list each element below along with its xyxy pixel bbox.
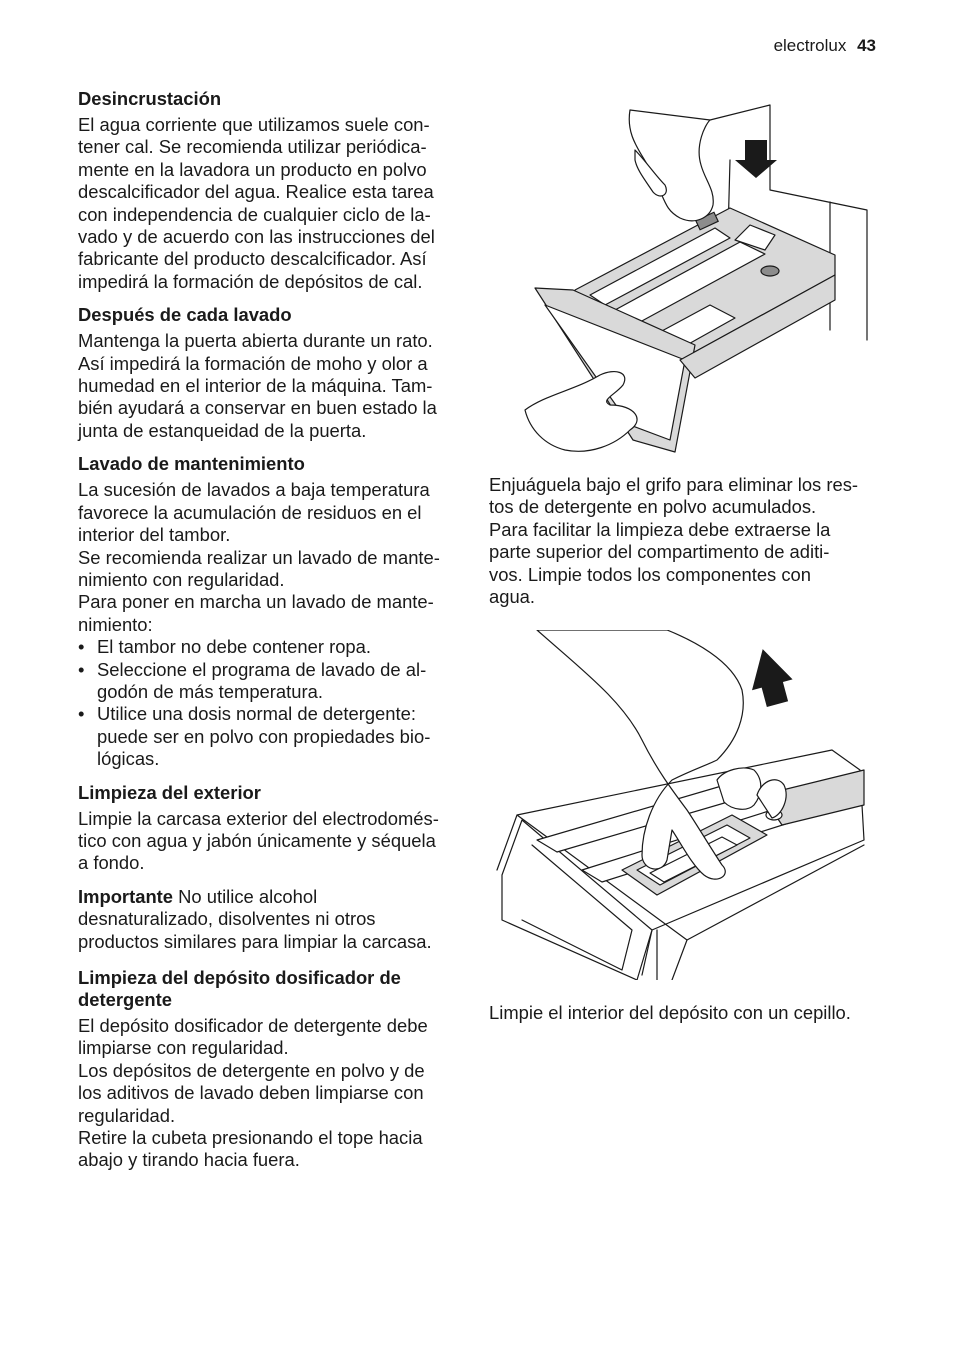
section-title: Después de cada lavado — [78, 304, 292, 326]
text-line: a fondo. — [78, 852, 145, 874]
text-line: vado y de acuerdo con las instrucciones del — [78, 226, 435, 248]
text-line: Para facilitar la limpieza debe extraerse la — [489, 518, 831, 540]
text-line: Los depósitos de detergente en polvo y de — [78, 1059, 425, 1081]
text-line: lógicas. — [97, 748, 160, 770]
text-line: Mantenga la puerta abierta durante un rato. — [78, 330, 433, 352]
text-line: vos. Limpie todos los componentes con — [489, 563, 812, 585]
text-line: Enjuáguela bajo el grifo para eliminar los res- — [489, 474, 859, 495]
section-body — [489, 474, 881, 608]
page-number: 43 — [857, 36, 876, 55]
text-line: La sucesión de lavados a baja temperatura — [78, 479, 430, 501]
text-line: descalcificador del agua. Realice esta tarea — [78, 181, 434, 203]
drawer-removal-illustration — [505, 100, 875, 460]
text-line: Seleccione el programa de lavado de al- — [97, 658, 427, 680]
section-exterior — [78, 782, 470, 875]
text-line: limpiarse con regularidad. — [78, 1037, 289, 1059]
text-line: favorece la acumulación de residuos en el — [78, 501, 422, 523]
text-line: tener cal. Se recomienda utilizar periódica- — [78, 136, 427, 158]
section-body — [78, 330, 470, 442]
text-line: abajo y tirando hacia fuera. — [78, 1149, 300, 1171]
text-line: regularidad. — [78, 1104, 176, 1126]
section-body — [78, 886, 470, 953]
text-line: tos de detergente en polvo acumulados. — [489, 496, 817, 518]
text-line: con independencia de cualquier ciclo de la- — [78, 203, 431, 225]
section-body — [489, 1002, 881, 1024]
page-header — [774, 36, 876, 56]
text-line: puede ser en polvo con propiedades bio- — [97, 725, 431, 747]
text-line: nimiento: — [78, 613, 153, 635]
text-line: impedirá la formación de depósitos de cal. — [78, 270, 423, 292]
section-title: Limpieza del exterior — [78, 781, 261, 803]
list-item — [78, 703, 470, 770]
text-line: Se recomienda realizar un lavado de mante- — [78, 546, 440, 568]
section-title: Desincrustación — [78, 88, 222, 109]
left-column — [78, 88, 470, 1183]
text-line: interior del tambor. — [78, 524, 231, 546]
title-line: detergente — [78, 989, 173, 1010]
text-line: El agua corriente que utilizamos suele con- — [78, 114, 430, 135]
text-line: El tambor no debe contener ropa. — [97, 636, 371, 658]
text-line: Utilice una dosis normal de detergente: — [97, 703, 416, 725]
text-line: Limpie la carcasa exterior del electrodomés- — [78, 807, 439, 829]
important-note — [78, 886, 470, 953]
rinse-instructions — [489, 474, 881, 608]
brush-instructions — [489, 1002, 881, 1024]
text-line: los aditivos de lavado deben limpiarse con — [78, 1082, 424, 1104]
section-body — [78, 1015, 470, 1172]
text-line: Retire la cubeta presionando el tope hacia — [78, 1127, 423, 1149]
section-maintenance — [78, 453, 470, 770]
text-line: No utilice alcohol — [173, 885, 318, 907]
text-line: Así impedirá la formación de moho y olor a — [78, 352, 428, 374]
text-line: junta de estanqueidad de la puerta. — [78, 419, 367, 441]
text-line: Para poner en marcha un lavado de mante- — [78, 591, 434, 613]
important-label: Importante — [78, 885, 174, 907]
text-line: godón de más temperatura. — [97, 680, 323, 702]
section-descaling — [78, 88, 470, 293]
section-body — [78, 114, 470, 293]
text-line: tico con agua y jabón únicamente y séquela — [78, 829, 436, 851]
section-dispenser — [78, 967, 470, 1172]
text-line: Limpie el interior del depósito con un cepillo. — [489, 1002, 851, 1023]
list-item — [78, 659, 470, 704]
text-line: productos similares para limpiar la carcasa. — [78, 930, 432, 952]
section-after-wash — [78, 304, 470, 442]
text-line: desnaturalizado, disolventes ni otros — [78, 908, 376, 930]
section-body — [78, 808, 470, 875]
text-line: humedad en el interior de la máquina. Tam- — [78, 375, 433, 397]
text-line: El depósito dosificador de detergente debe — [78, 1015, 428, 1036]
list-item — [78, 636, 470, 658]
section-title: Lavado de mantenimiento — [78, 453, 305, 475]
bullet-list — [78, 636, 470, 770]
text-line: mente en la lavadora un producto en polvo — [78, 158, 427, 180]
text-line: agua. — [489, 586, 536, 608]
text-line: parte superior del compartimento de aditi- — [489, 541, 830, 563]
additive-cap-removal-illustration — [492, 630, 868, 980]
section-body — [78, 479, 470, 636]
text-line: bién ayudará a conservar en buen estado la — [78, 397, 437, 419]
title-line: Limpieza del depósito dosificador de — [78, 967, 401, 988]
text-line: nimiento con regularidad. — [78, 568, 285, 590]
section-title — [78, 967, 470, 1011]
text-line: fabricante del producto descalcificador. Así — [78, 248, 427, 270]
brand-name: electrolux — [773, 36, 847, 55]
